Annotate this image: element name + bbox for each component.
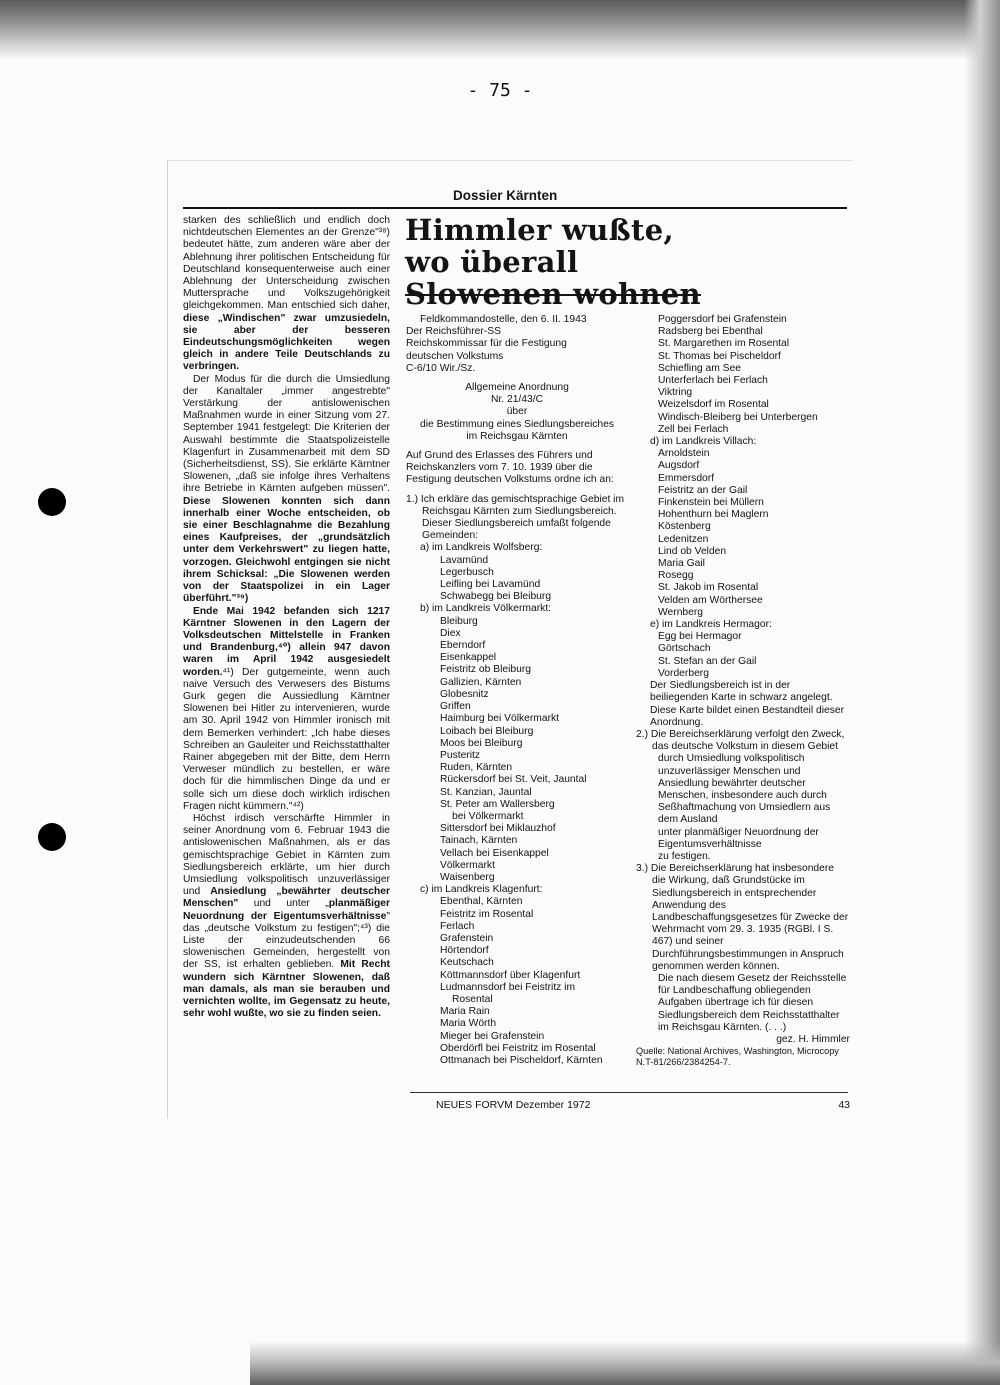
headline — [405, 214, 750, 310]
section-label: Dossier Kärnten — [453, 188, 558, 203]
municipality-list — [636, 314, 850, 436]
list-item: Legerbusch — [440, 566, 494, 578]
list-item: Griffen — [440, 701, 471, 713]
document-point-1: 1.) Ich erkläre das gemischtsprachige Gebiet im Reichsgau Kärnten zum Siedlungsbereich. Dieser Siedlungsbereich umfaßt folgende Gemeinden: — [406, 493, 625, 542]
header-rule — [183, 207, 847, 209]
document-point-2: 2.) Die Bereichserklärung verfolgt den Zweck, das deutsche Volkstum in diesem Gebiet — [636, 728, 845, 753]
sender-line: Der Reichsführer-SS — [406, 326, 501, 338]
list-item: Lind ob Velden — [658, 545, 727, 557]
document-column-1 — [406, 314, 628, 1067]
list-item: Maria Rain — [440, 1006, 490, 1018]
list-item: Loibach bei Bleiburg — [440, 725, 534, 737]
list-item: St. Margarethen im Rosental — [658, 338, 790, 350]
list-item: Vellach bei Eisenkappel — [440, 847, 549, 859]
list-item: Maria Wörth — [440, 1018, 497, 1030]
list-item: Lavamünd — [440, 554, 489, 566]
list-item: Weizelsdorf im Rosental — [658, 399, 769, 411]
page-number: - 75 - — [467, 80, 533, 101]
list-item: bei Völkermarkt — [452, 810, 524, 822]
document-point-2b: unter planmäßiger Neuordnung der Eigentumsverhältnisse — [658, 826, 819, 850]
list-item: Grafenstein — [440, 932, 494, 944]
list-item: Köstenberg — [658, 521, 711, 533]
list-item: Tainach, Kärnten — [440, 835, 518, 847]
district-heading: b) im Landkreis Völkermarkt: — [420, 603, 552, 615]
list-item: Unterferlach bei Ferlach — [658, 375, 768, 387]
list-item: Globesnitz — [440, 688, 489, 700]
list-item: Keutschach — [440, 957, 494, 969]
list-item: Völkermarkt — [440, 859, 495, 871]
list-item: St. Jakob im Rosental — [658, 582, 759, 594]
scan-top-shadow — [0, 0, 1000, 58]
sender-line: deutschen Volkstums — [406, 350, 504, 362]
list-item: Sittersdorf bei Miklauzhof — [440, 823, 556, 835]
document-title — [406, 382, 628, 443]
list-item: Poggersdorf bei Grafenstein — [658, 314, 787, 325]
list-item: Schiefling am See — [658, 362, 741, 374]
title-line: über — [506, 406, 528, 418]
list-item: Feistritz an der Gail — [658, 484, 748, 496]
article-paragraph: Ende Mai 1942 befanden sich 1217 Kärntner Slowenen in den Lagern der Volksdeutschen Mittelstelle in Franken und Brandenburg,⁴⁰) allein 947 davon waren im April 1942 ausgesiedelt worden.⁴¹) Der gutgemeinte, wenn auch naive Versuch des Verwesers des Bistums Gurk gegen die Aussiedlung Kärntner Slowenen bei Hitler zu intervenieren, wurde am 30. April 1942 von Himmler ironisch mit dem Bemerken verhindert: „Ich habe dieses Schreiben an Gauleiter und Reichsstatthalter Rainer abgegeben mit der Bitte, dem Herrn Verweser mündlich zu bestellen, er wäre doch für die himmlischen Dinge da und er solle sich um diese doch wirklich irdischen Fragen nicht kümmern."⁴²) — [183, 605, 390, 812]
article-paragraph: Der Modus für die durch die Umsiedlung der Kanaltaler „immer angestrebte" Verstärkung der antislowenischen Maßnahmen wurde in einer Sitzung vom 27. September 1941 festgelegt: Die Kriterien der Auswahl bestimmte die Staatspolizeistelle Klagenfurt in Zusammenarbeit mit dem SD (Sicherheitsdienst, SS). Sie erklärte Kärntner Slowenen, „daß sie infolge ihres Verhaltens ihre Betriebe in Kärnten aufgeben müssen". Diese Slowenen konnten sich dann innerhalb einer Woche entscheiden, ob sie einer Beschlagnahme die Bezahlung eines Kaufpreises, der „grundsätzlich unter dem Verkehrswert" zu liegen hatte, vorzogen. Gleichwohl entgingen sie nicht ihrem Schicksal: „Die Slowenen werden von der Staatspolizei in ein Lager überführt."³⁹) — [183, 373, 390, 605]
list-item: Görtschach — [658, 643, 711, 655]
municipality-list — [406, 555, 628, 604]
document-column-2 — [636, 314, 850, 1068]
list-item: Ludmannsdorf bei Feistritz im — [440, 981, 576, 993]
list-item: Eisenkappel — [440, 652, 497, 664]
list-item: Viktring — [658, 387, 693, 399]
list-item: St. Peter am Wallersberg — [440, 798, 555, 810]
list-item: Eberndorf — [440, 640, 486, 652]
list-item: Gallizien, Kärnten — [440, 676, 522, 688]
sender-line: Reichskommissar für die Festigung — [406, 338, 567, 350]
scan-bottom-shadow — [250, 1341, 1000, 1385]
list-item: St. Thomas bei Pischeldorf — [658, 350, 781, 362]
list-item: Moos bei Bleiburg — [440, 737, 523, 749]
list-item: Arnoldstein — [658, 448, 710, 460]
list-item: Velden am Wörthersee — [658, 594, 763, 606]
title-line: Allgemeine Anordnung — [465, 382, 569, 394]
list-item: Ottmanach bei Pischeldorf, Kärnten — [440, 1054, 603, 1066]
document-place-date: Feldkommandostelle, den 6. II. 1943 — [420, 314, 587, 325]
district-heading: c) im Landkreis Klagenfurt: — [420, 884, 543, 896]
municipality-list — [406, 616, 628, 811]
clipping-page-number: 43 — [838, 1099, 850, 1111]
document-sender — [406, 326, 628, 375]
list-item: St. Kanzian, Jauntal — [440, 786, 532, 798]
list-item: Hohenthurn bei Maglern — [658, 509, 769, 521]
district-heading: d) im Landkreis Villach: — [650, 436, 757, 448]
list-item: Rückersdorf bei St. Veit, Jauntal — [440, 774, 587, 786]
article-paragraph: starken des schließlich und endlich doch nichtdeutschen Elementes an der Grenze"³⁸) bedeutet hätte, zum anderen wäre aber der Ablehnung ihrer politischen Entscheidung für Deutschland konsequenterweise auch einer Ablehnung der Unterscheidung zwischen Muttersprache und Volkszugehörigkeit gleichgekommen. Man entschied sich daher, diese „Windischen" zwar umzusiedeln, sie aber der besseren Eindeutschungsmöglichkeiten wegen gleich in andere Teile Deutschlands zu verbringen. — [183, 215, 390, 373]
headline-line: Himmler wußte, — [405, 213, 674, 247]
list-item: Bleiburg — [440, 615, 478, 627]
municipality-list — [406, 823, 628, 884]
document-point-2c: zu festigen. — [658, 850, 711, 862]
list-item: Oberdörfl bei Feistritz im Rosental — [440, 1042, 596, 1054]
scan-right-shadow — [964, 0, 1000, 1385]
title-line: die Bestimmung eines Siedlungsbereiches — [419, 418, 615, 430]
list-item: Egg bei Hermagor — [658, 631, 742, 643]
document-point-3: 3.) Die Bereichserklärung hat insbesondere die Wirkung, daß Grundstücke im Siedlungsbereich in entsprechender Anwendung des Landbeschaffungsgesetzes für Zwecke der Wehrmacht vom 29. 3. 1935 (RGBl. I S. 467) und seiner Durchführungsbestimmungen in Anspruch genommen werden können. — [636, 863, 849, 972]
list-item: Ebenthal, Kärnten — [440, 896, 523, 908]
list-item: Zell bei Ferlach — [658, 423, 729, 435]
document-point-2a: durch Umsiedlung volkspolitisch unzuverlässiger Menschen und Ansiedlung bewährter deutscher Menschen, insbesondere auch durch Seßhaftmachung von Umsiedlern aus dem Ausland — [658, 753, 831, 826]
signature: gez. H. Himmler — [776, 1033, 850, 1045]
document-point-3b: Die nach diesem Gesetz der Reichsstelle für Landbeschaffung obliegenden Aufgaben übertrage ich für diesen Siedlungsbereich dem Reichsstatthalter im Reichsgau Kärnten. (. . .) — [658, 972, 847, 1033]
headline-line: wo überall — [405, 245, 579, 279]
list-item: Radsberg bei Ebenthal — [658, 326, 763, 338]
list-item: Waisenberg — [440, 871, 495, 883]
article-paragraph: Höchst irdisch verschärfte Himmler in seiner Anordnung vom 6. Februar 1943 die antislowenischen Maßnahmen, als er das gemischtsprachige Gebiet in Kärnten zum Siedlungsbereich erklärte, um hier durch Umsiedlung volkspolitisch unzuverlässiger und Ansiedlung „bewährter deutscher Menschen" und unter „planmäßiger Neuordnung der Eigentumsverhältnisse" das „deutsche Volkstum zu festigen";⁴³) die Liste der einzudeutschenden 66 slowenischen Gemeinden, hergestellt von der SS, ist erhalten geblieben. Mit Recht wundern sich Kärntner Slowenen, daß man damals, als man sie berauben und vernichten wollte, im Gegensatz zu heute, sehr wohl wußte, wo sie zu finden seien. — [183, 812, 390, 1020]
district-heading: a) im Landkreis Wolfsberg: — [420, 542, 543, 554]
list-item: Maria Gail — [658, 558, 705, 570]
list-item: Feistritz im Rosental — [440, 908, 534, 920]
list-item: Ferlach — [440, 920, 475, 932]
municipality-list — [636, 448, 850, 619]
list-item: Feistritz ob Bleiburg — [440, 664, 531, 676]
list-item: Vorderberg — [658, 667, 709, 679]
district-heading: e) im Landkreis Hermagor: — [650, 619, 772, 631]
list-item: Windisch-Bleiberg bei Unterbergen — [658, 411, 818, 423]
list-item: Finkenstein bei Müllern — [658, 497, 764, 509]
list-item: Schwabegg bei Bleiburg — [440, 591, 552, 603]
map-note: Der Siedlungsbereich ist in der beiliegenden Karte in schwarz angelegt. Diese Karte bildet einen Bestandteil dieser Anordnung. — [650, 680, 845, 728]
list-item: Mieger bei Grafenstein — [440, 1030, 545, 1042]
list-item: Wernberg — [658, 606, 704, 618]
source-note: Quelle: National Archives, Washington, Microcopy N.T-81/266/2384254-7. — [636, 1046, 839, 1068]
list-item: Hörtendorf — [440, 945, 489, 957]
list-item: St. Stefan an der Gail — [658, 655, 757, 667]
list-item: Augsdorf — [658, 460, 700, 472]
list-item: Köttmannsdorf über Klagenfurt — [440, 969, 581, 981]
title-line: im Reichsgau Kärnten — [466, 430, 568, 442]
list-item: Ruden, Kärnten — [440, 762, 513, 774]
document-preamble: Auf Grund des Erlasses des Führers und Reichskanzlers vom 7. 10. 1939 über die Festigung deutschen Volkstums ordne ich an: — [406, 450, 614, 486]
sender-line: C-6/10 Wir./Sz. — [406, 362, 476, 374]
punch-hole-bottom — [38, 823, 66, 851]
list-item: Pusteritz — [440, 749, 481, 761]
municipality-list — [406, 896, 628, 994]
municipality-list — [406, 1006, 628, 1067]
list-item: Ledenitzen — [658, 533, 709, 545]
title-line: Nr. 21/43/C — [490, 394, 544, 406]
list-item: Rosental — [452, 993, 493, 1005]
list-item: Rosegg — [658, 570, 694, 582]
punch-hole-top — [38, 488, 66, 516]
publication-footer: NEUES FORVM Dezember 1972 — [436, 1099, 591, 1111]
article-column — [183, 215, 390, 1020]
list-item: Leifling bei Lavamünd — [440, 579, 541, 591]
list-item: Diex — [440, 627, 461, 639]
list-item: Emmersdorf — [658, 472, 715, 484]
footer-rule — [410, 1092, 848, 1093]
municipality-list — [636, 631, 850, 680]
headline-line: Slowenen wohnen — [405, 277, 701, 311]
list-item: Haimburg bei Völkermarkt — [440, 713, 560, 725]
